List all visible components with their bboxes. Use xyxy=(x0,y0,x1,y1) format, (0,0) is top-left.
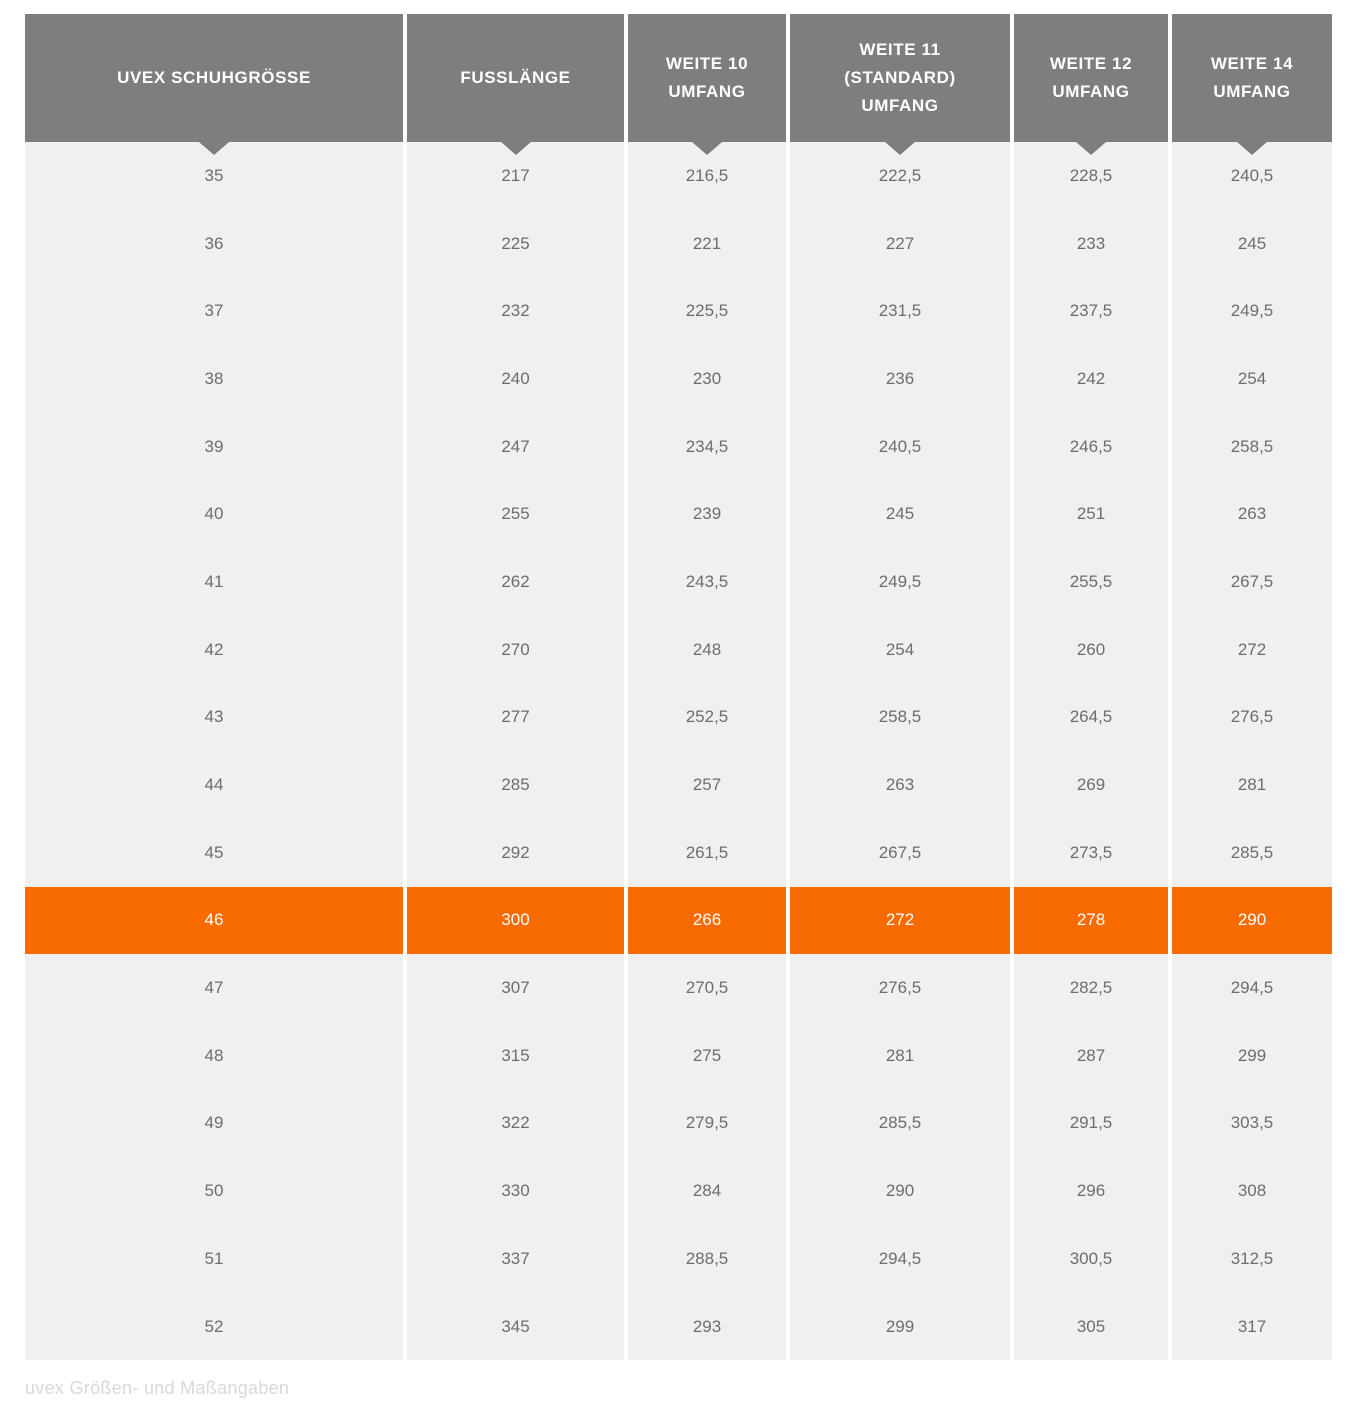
column-header-label: WEITE 12 xyxy=(1049,54,1133,73)
cell-weite10: 266 xyxy=(628,887,786,955)
cell-schuhgroesse: 37 xyxy=(25,277,403,345)
cell-weite12: 255,5 xyxy=(1014,548,1168,616)
cell-fusslaenge: 285 xyxy=(407,751,624,819)
table-row-size-40[interactable] xyxy=(25,480,1332,548)
cell-weite11: 249,5 xyxy=(790,548,1010,616)
table-row-size-43[interactable] xyxy=(25,684,1332,752)
header-pointer-triangle-icon xyxy=(501,142,531,155)
cell-fusslaenge: 217 xyxy=(407,142,624,210)
cell-weite10: 270,5 xyxy=(628,954,786,1022)
column-header-label: WEITE 10 xyxy=(665,54,749,73)
cell-schuhgroesse: 39 xyxy=(25,413,403,481)
cell-weite12: 300,5 xyxy=(1014,1225,1168,1293)
cell-weite14: 303,5 xyxy=(1172,1090,1332,1158)
cell-schuhgroesse: 40 xyxy=(25,480,403,548)
table-row-size-48[interactable] xyxy=(25,1022,1332,1090)
cell-weite11: 254 xyxy=(790,616,1010,684)
cell-weite12: 273,5 xyxy=(1014,819,1168,887)
cell-weite11: 294,5 xyxy=(790,1225,1010,1293)
cell-schuhgroesse: 41 xyxy=(25,548,403,616)
table-row-size-51[interactable] xyxy=(25,1225,1332,1293)
cell-weite12: 278 xyxy=(1014,887,1168,955)
table-row-size-38[interactable] xyxy=(25,345,1332,413)
column-header-label: UVEX SCHUHGRÖSSE xyxy=(117,68,311,87)
cell-weite10: 243,5 xyxy=(628,548,786,616)
cell-weite12: 264,5 xyxy=(1014,684,1168,752)
header-pointer-triangle-icon xyxy=(1237,142,1267,155)
cell-fusslaenge: 315 xyxy=(407,1022,624,1090)
cell-weite10: 234,5 xyxy=(628,413,786,481)
cell-weite12: 237,5 xyxy=(1014,277,1168,345)
cell-weite14: 267,5 xyxy=(1172,548,1332,616)
cell-weite12: 291,5 xyxy=(1014,1090,1168,1158)
table-row-size-36[interactable] xyxy=(25,210,1332,278)
cell-weite12: 228,5 xyxy=(1014,142,1168,210)
cell-weite10: 221 xyxy=(628,210,786,278)
column-header-label: WEITE 11 xyxy=(859,40,941,59)
cell-weite12: 305 xyxy=(1014,1293,1168,1361)
cell-weite11: 231,5 xyxy=(790,277,1010,345)
cell-weite12: 246,5 xyxy=(1014,413,1168,481)
column-header-label: UMFANG xyxy=(1213,82,1291,101)
table-row-size-50[interactable] xyxy=(25,1157,1332,1225)
cell-schuhgroesse: 45 xyxy=(25,819,403,887)
cell-fusslaenge: 300 xyxy=(407,887,624,955)
column-header-label: UMFANG xyxy=(668,82,746,101)
cell-weite10: 293 xyxy=(628,1293,786,1361)
cell-schuhgroesse: 43 xyxy=(25,684,403,752)
cell-weite14: 240,5 xyxy=(1172,142,1332,210)
column-header-label: WEITE 14 xyxy=(1210,54,1294,73)
cell-weite10: 275 xyxy=(628,1022,786,1090)
table-row-size-42[interactable] xyxy=(25,616,1332,684)
cell-weite12: 251 xyxy=(1014,480,1168,548)
cell-weite10: 288,5 xyxy=(628,1225,786,1293)
cell-weite14: 263 xyxy=(1172,480,1332,548)
cell-schuhgroesse: 42 xyxy=(25,616,403,684)
column-header-label: FUSSLÄNGE xyxy=(460,68,571,87)
cell-weite11: 222,5 xyxy=(790,142,1010,210)
cell-schuhgroesse: 47 xyxy=(25,954,403,1022)
cell-weite10: 230 xyxy=(628,345,786,413)
cell-weite11: 272 xyxy=(790,887,1010,955)
cell-fusslaenge: 330 xyxy=(407,1157,624,1225)
cell-weite12: 296 xyxy=(1014,1157,1168,1225)
cell-fusslaenge: 277 xyxy=(407,684,624,752)
cell-schuhgroesse: 46 xyxy=(25,887,403,955)
cell-weite11: 267,5 xyxy=(790,819,1010,887)
header-pointer-triangle-icon xyxy=(199,142,229,155)
cell-weite10: 257 xyxy=(628,751,786,819)
table-row-size-39[interactable] xyxy=(25,413,1332,481)
cell-weite14: 254 xyxy=(1172,345,1332,413)
table-row-size-47[interactable] xyxy=(25,954,1332,1022)
cell-fusslaenge: 345 xyxy=(407,1293,624,1361)
cell-weite14: 285,5 xyxy=(1172,819,1332,887)
cell-weite11: 245 xyxy=(790,480,1010,548)
column-header-label: UMFANG xyxy=(1052,82,1130,101)
cell-fusslaenge: 337 xyxy=(407,1225,624,1293)
cell-weite12: 242 xyxy=(1014,345,1168,413)
cell-fusslaenge: 322 xyxy=(407,1090,624,1158)
cell-weite14: 245 xyxy=(1172,210,1332,278)
uvex-size-table xyxy=(25,14,1332,1360)
cell-fusslaenge: 255 xyxy=(407,480,624,548)
cell-fusslaenge: 292 xyxy=(407,819,624,887)
cell-schuhgroesse: 50 xyxy=(25,1157,403,1225)
cell-weite10: 284 xyxy=(628,1157,786,1225)
cell-weite10: 252,5 xyxy=(628,684,786,752)
cell-schuhgroesse: 51 xyxy=(25,1225,403,1293)
cell-weite14: 290 xyxy=(1172,887,1332,955)
cell-weite11: 258,5 xyxy=(790,684,1010,752)
cell-weite11: 299 xyxy=(790,1293,1010,1361)
cell-weite11: 236 xyxy=(790,345,1010,413)
cell-weite14: 317 xyxy=(1172,1293,1332,1361)
cell-fusslaenge: 270 xyxy=(407,616,624,684)
cell-weite11: 290 xyxy=(790,1157,1010,1225)
cell-weite14: 276,5 xyxy=(1172,684,1332,752)
cell-weite12: 269 xyxy=(1014,751,1168,819)
cell-weite11: 240,5 xyxy=(790,413,1010,481)
cell-weite14: 281 xyxy=(1172,751,1332,819)
cell-weite12: 260 xyxy=(1014,616,1168,684)
table-row-size-41[interactable] xyxy=(25,548,1332,616)
cell-weite12: 287 xyxy=(1014,1022,1168,1090)
cell-fusslaenge: 247 xyxy=(407,413,624,481)
table-row-size-49[interactable] xyxy=(25,1090,1332,1158)
cell-schuhgroesse: 44 xyxy=(25,751,403,819)
cell-weite10: 239 xyxy=(628,480,786,548)
cell-schuhgroesse: 52 xyxy=(25,1293,403,1361)
cell-schuhgroesse: 36 xyxy=(25,210,403,278)
cell-weite11: 276,5 xyxy=(790,954,1010,1022)
column-header-weite12 xyxy=(1014,14,1168,142)
cell-weite10: 248 xyxy=(628,616,786,684)
column-header-weite10 xyxy=(628,14,786,142)
cell-fusslaenge: 240 xyxy=(407,345,624,413)
cell-schuhgroesse: 49 xyxy=(25,1090,403,1158)
table-row-selected-size-46[interactable] xyxy=(25,887,1332,955)
cell-fusslaenge: 262 xyxy=(407,548,624,616)
table-row-size-37[interactable] xyxy=(25,277,1332,345)
column-header-label: UMFANG xyxy=(861,96,939,115)
cell-weite10: 261,5 xyxy=(628,819,786,887)
header-pointer-triangle-icon xyxy=(1076,142,1106,155)
cell-weite14: 258,5 xyxy=(1172,413,1332,481)
cell-fusslaenge: 232 xyxy=(407,277,624,345)
cell-weite14: 294,5 xyxy=(1172,954,1332,1022)
cell-fusslaenge: 225 xyxy=(407,210,624,278)
cell-weite14: 272 xyxy=(1172,616,1332,684)
cell-weite14: 299 xyxy=(1172,1022,1332,1090)
column-header-weite11 xyxy=(790,14,1010,142)
cell-schuhgroesse: 35 xyxy=(25,142,403,210)
table-row-size-52[interactable] xyxy=(25,1293,1332,1361)
cell-weite12: 282,5 xyxy=(1014,954,1168,1022)
cell-weite12: 233 xyxy=(1014,210,1168,278)
table-caption: uvex Größen- und Maßangaben xyxy=(25,1378,290,1398)
header-pointer-triangle-icon xyxy=(885,142,915,155)
cell-weite10: 216,5 xyxy=(628,142,786,210)
column-header-schuhgroesse xyxy=(25,14,403,142)
cell-weite14: 312,5 xyxy=(1172,1225,1332,1293)
cell-fusslaenge: 307 xyxy=(407,954,624,1022)
header-pointer-triangle-icon xyxy=(692,142,722,155)
cell-schuhgroesse: 48 xyxy=(25,1022,403,1090)
cell-weite14: 249,5 xyxy=(1172,277,1332,345)
column-header-weite14 xyxy=(1172,14,1332,142)
cell-weite11: 281 xyxy=(790,1022,1010,1090)
table-header-row xyxy=(25,14,1332,142)
cell-weite10: 225,5 xyxy=(628,277,786,345)
table-row-size-45[interactable] xyxy=(25,819,1332,887)
cell-weite10: 279,5 xyxy=(628,1090,786,1158)
cell-weite14: 308 xyxy=(1172,1157,1332,1225)
cell-weite11: 263 xyxy=(790,751,1010,819)
cell-weite11: 227 xyxy=(790,210,1010,278)
table-row-size-44[interactable] xyxy=(25,751,1332,819)
cell-schuhgroesse: 38 xyxy=(25,345,403,413)
column-header-fusslaenge xyxy=(407,14,624,142)
column-header-label: (STANDARD) xyxy=(844,68,956,87)
cell-weite11: 285,5 xyxy=(790,1090,1010,1158)
